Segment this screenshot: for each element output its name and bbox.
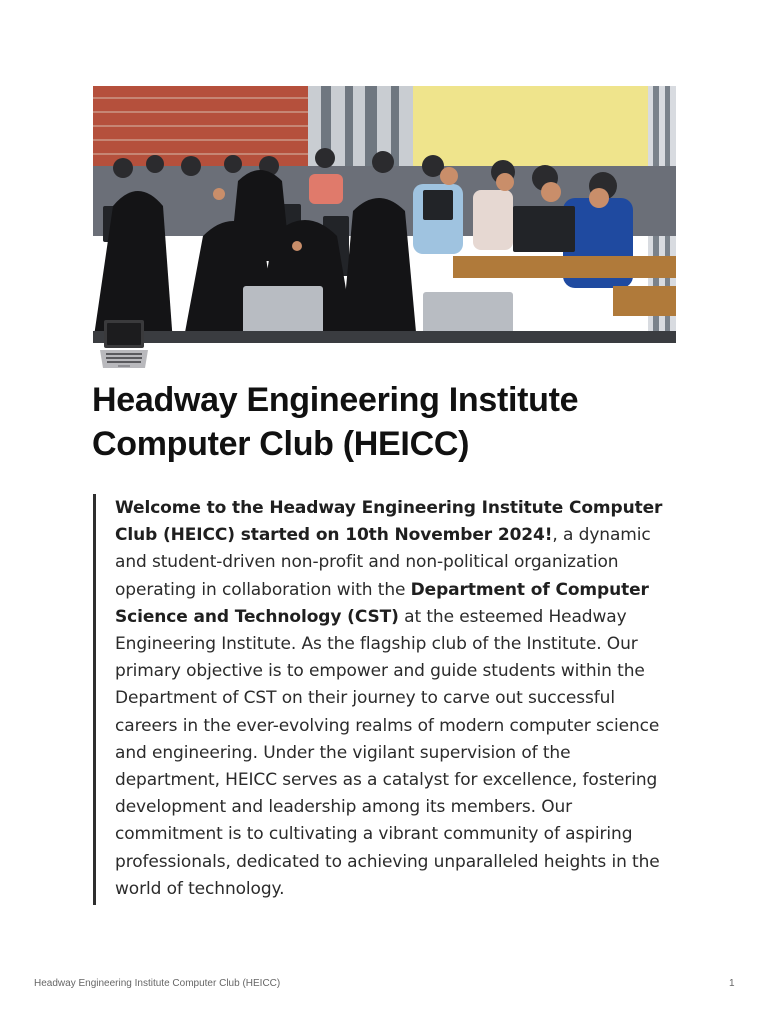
intro-paragraph [115, 495, 673, 903]
intro-bold-department: Department of Computer Science and Technology (CST) [115, 579, 649, 627]
page-title [92, 378, 692, 466]
intro-text-rest: at the esteemed Headway Engineering Institute. As the flagship club of the Institute. Our primary objective is to empower and guide students within the Department of CST on their journey to carve out successful careers in the ever-evolving realms of modern computer science and engineering. Under the vigilant supervision of the department, HEICC serves as a catalyst for excellence, fostering development and leadership among its members. Our commitment is to cultivating a vibrant community of aspiring professionals, dedicated to achieving unparalleled heights in the world of technology. [115, 606, 660, 899]
laptop-icon [97, 318, 151, 372]
intro-quote [93, 494, 673, 905]
footer-page-number: 1 [729, 978, 735, 989]
page-title-line-1: Headway Engineering Institute [92, 381, 579, 419]
intro-bold-lead: Welcome to the Headway Engineering Institute Computer Club (HEICC) started on 10th November 2024! [115, 498, 663, 546]
cover-image [93, 86, 676, 343]
footer-doc-title: Headway Engineering Institute Computer Club (HEICC) [34, 978, 281, 989]
intro-text-after-lead: , a dynamic and student-driven non-profit and non-political organization operating in collaboration with the [115, 525, 651, 600]
page-title-line-2: Computer Club (HEICC) [92, 425, 470, 463]
